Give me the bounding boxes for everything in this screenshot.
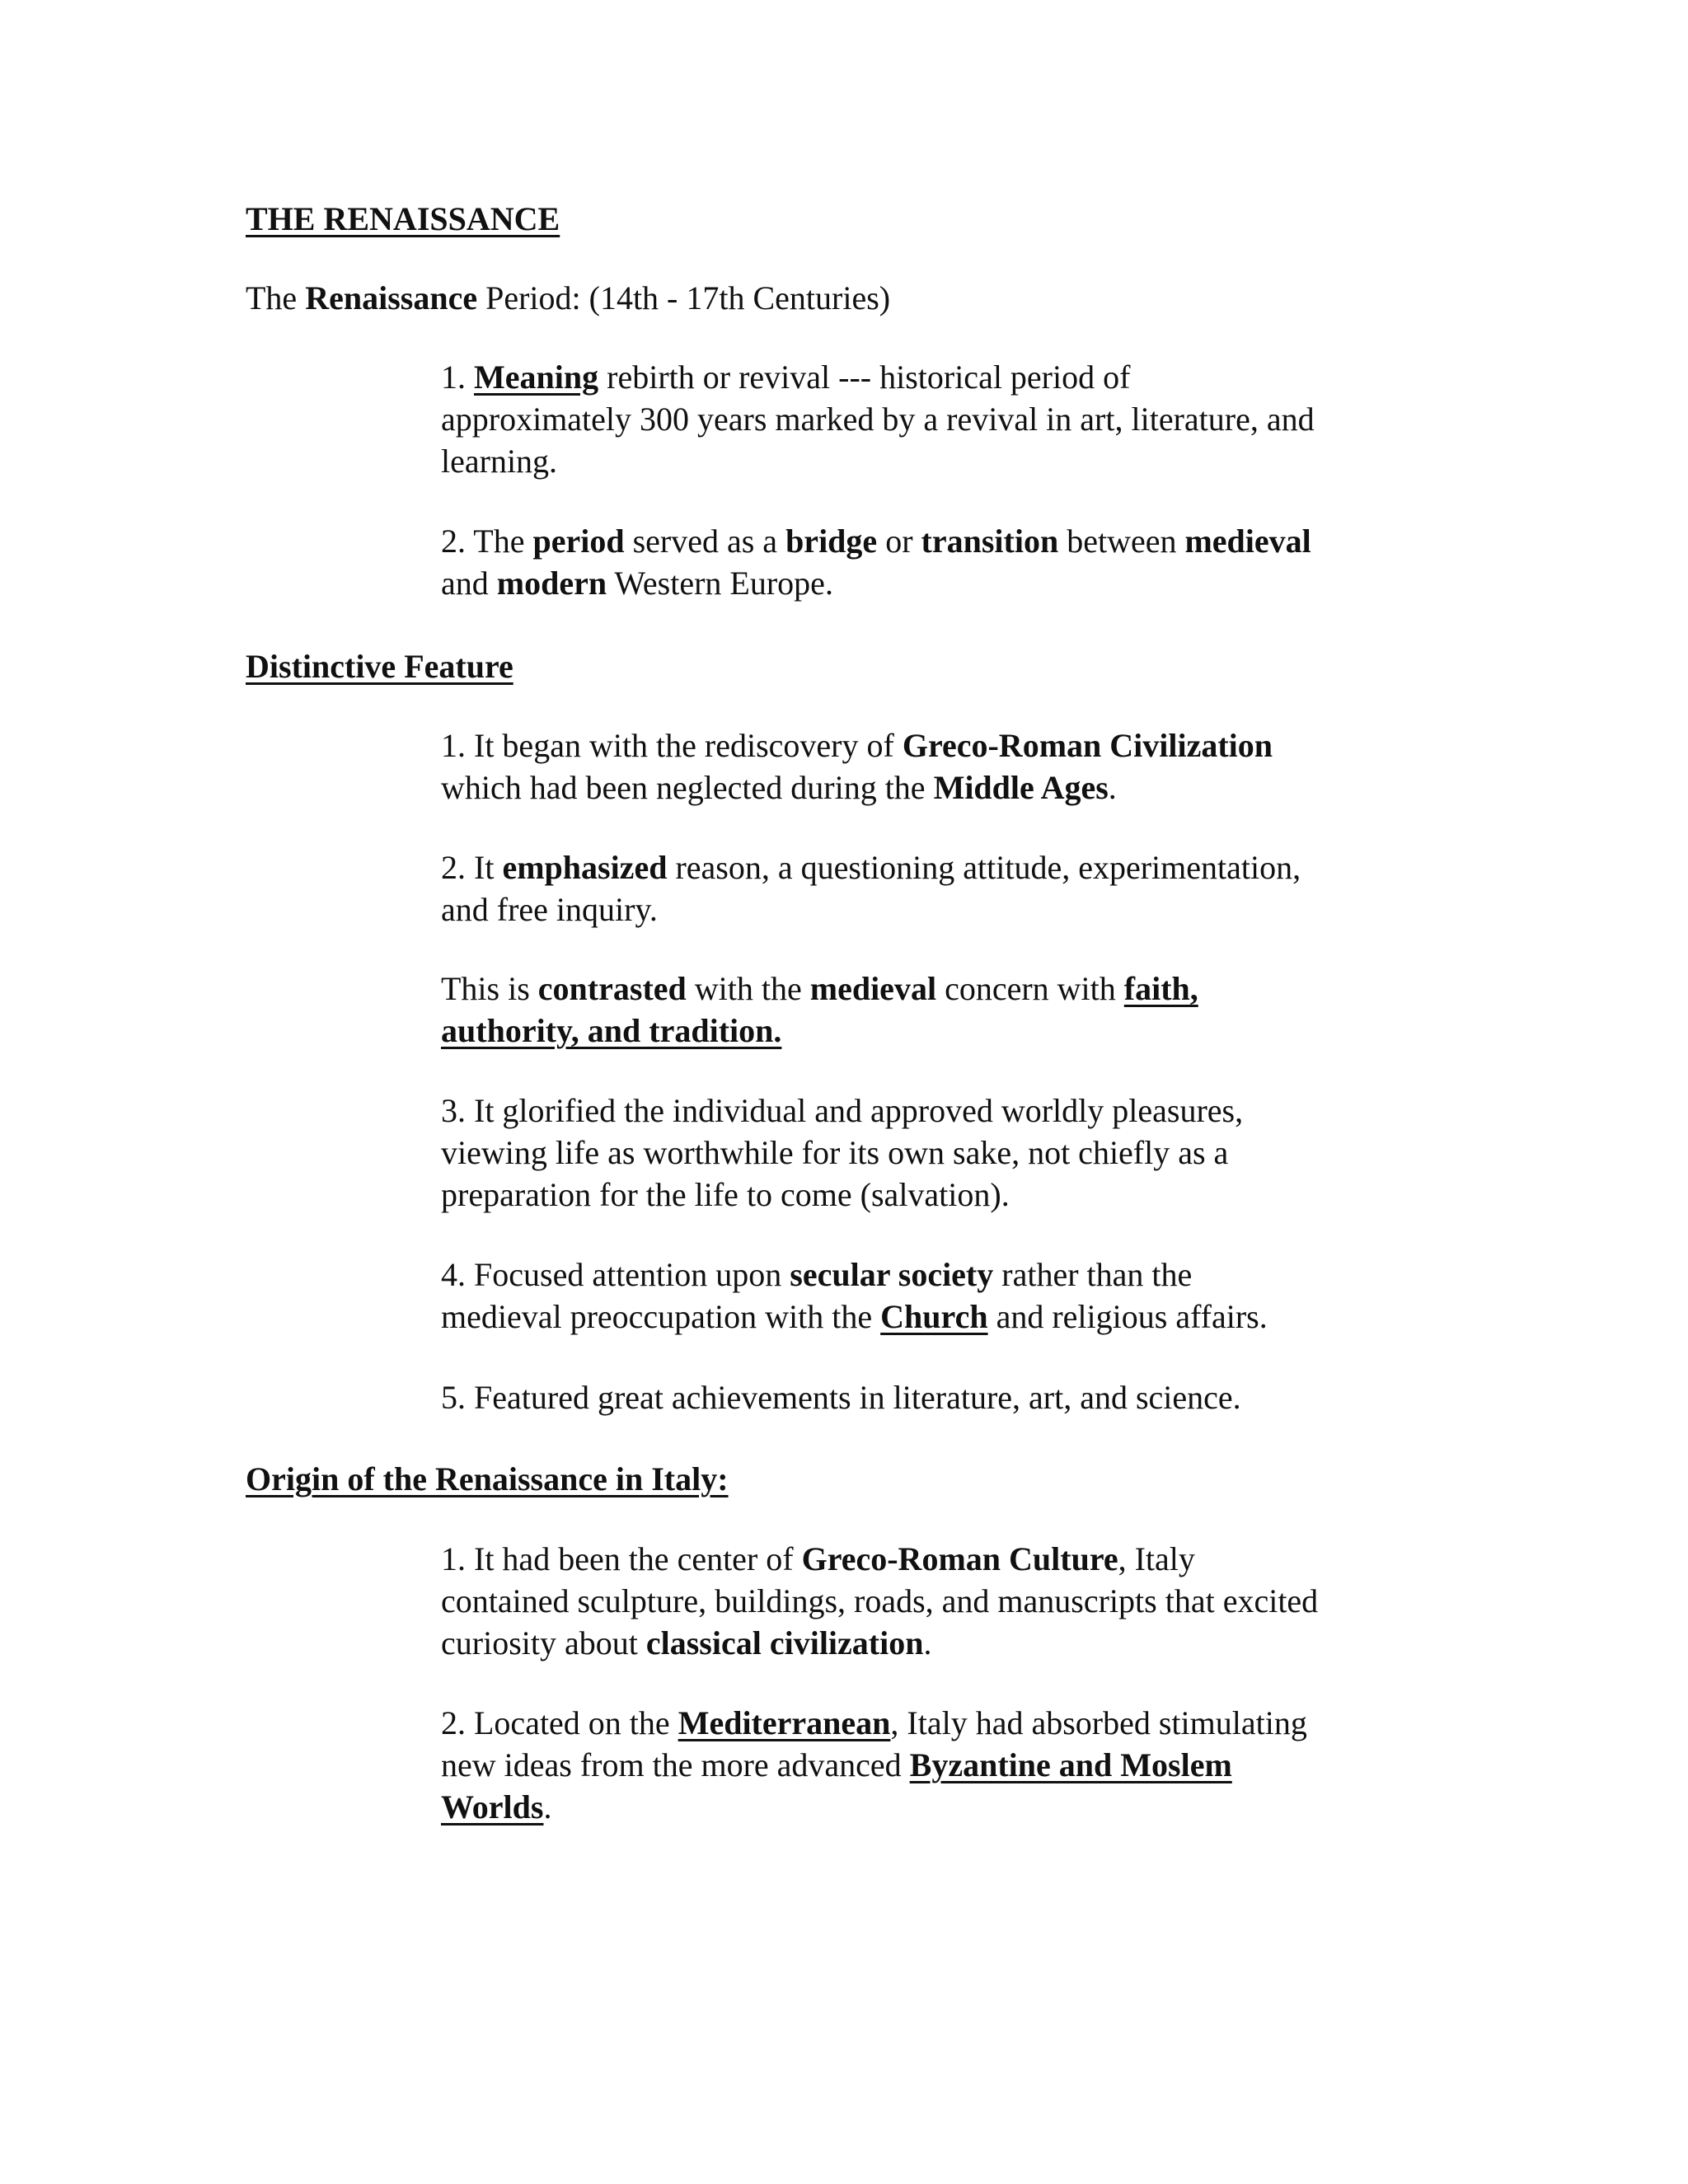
text-line: 3. It glorified the individual and approved worldly pleasures, [441,1092,1244,1129]
text-run: or [877,523,921,560]
term-greco-roman-culture: Greco-Roman Culture [801,1540,1118,1577]
text-run: , Italy had absorbed stimulating [890,1704,1307,1741]
distinctive-point-1 [441,724,1273,808]
term-meaning: Meaning [474,359,599,396]
term-bridge: bridge [785,523,878,560]
text-line [441,1622,1318,1664]
intro-renaissance: Renaissance [305,279,478,316]
text-line [441,724,1273,766]
intro-line [246,277,890,319]
text-run: rebirth or revival --- historical period of [598,359,1131,396]
term-secular-society: secular society [790,1256,994,1293]
text-run: This is [441,970,538,1007]
term-transition: transition [921,523,1059,560]
text-line [441,766,1273,808]
text-run: new ideas from the more advanced [441,1746,910,1783]
text-line [441,1702,1307,1744]
term-emphasized: emphasized [502,849,668,886]
text-run: . [923,1624,932,1661]
text-run: 1. [441,359,474,396]
text-line: viewing life as worthwhile for its own sake, not chiefly as a [441,1134,1229,1171]
text-line [441,1296,1268,1338]
text-run: , Italy [1118,1540,1195,1577]
text-run: served as a [624,523,786,560]
text-line [441,1254,1268,1296]
distinctive-point-4 [441,1254,1268,1338]
term-authority-tradition: authority, and tradition. [441,1012,782,1049]
text-run: curiosity about [441,1624,646,1661]
period-point-2 [441,520,1311,604]
term-modern: modern [496,565,607,602]
term-church: Church [880,1298,988,1335]
term-classical-civilization: classical civilization [645,1624,924,1661]
text-run: reason, a questioning attitude, experimentation, [667,849,1301,886]
term-period: period [532,523,625,560]
text-line: 5. Featured great achievements in literature, art, and science. [441,1379,1241,1416]
text-run: 4. Focused attention upon [441,1256,790,1293]
text-run: . [543,1788,552,1825]
section-heading-origin: Origin of the Renaissance in Italy: [246,1460,729,1497]
term-faith: faith, [1123,970,1198,1007]
text-run: between [1058,523,1185,560]
term-contrasted: contrasted [537,970,687,1007]
page-title: THE RENAISSANCE [246,200,560,237]
text-line [441,846,1301,888]
text-run: medieval preoccupation with the [441,1298,881,1335]
origin-point-1 [441,1538,1318,1664]
text-run: 2. The [441,523,533,560]
text-run: with the [686,970,810,1007]
text-run: . [1108,769,1117,806]
intro-period-text: Period: (14th - 17th Centuries) [477,279,891,316]
text-run: and religious affairs. [987,1298,1268,1335]
period-point-1 [441,356,1315,482]
text-run: rather than the [993,1256,1193,1293]
text-run: 1. It began with the rediscovery of [441,727,903,764]
term-worlds: Worlds [441,1788,544,1825]
distinctive-point-5 [441,1376,1241,1418]
term-mediterranean: Mediterranean [678,1704,891,1741]
distinctive-contrast [441,968,1198,1052]
text-line [441,562,1311,604]
text-run: and [441,565,497,602]
text-line: learning. [441,443,558,480]
text-line [441,1786,1307,1828]
term-medieval: medieval [1184,523,1311,560]
text-line [441,1010,1198,1052]
text-line: and free inquiry. [441,891,658,928]
section-heading-distinctive: Distinctive Feature [246,648,513,685]
text-line [441,968,1198,1010]
text-line [441,356,1315,398]
distinctive-point-3 [441,1090,1243,1216]
term-greco-roman-civilization: Greco-Roman Civilization [902,727,1273,764]
term-middle-ages: Middle Ages [933,769,1109,806]
text-run: 2. Located on the [441,1704,678,1741]
text-run: Western Europe. [607,565,833,602]
text-run: concern with [936,970,1124,1007]
text-run: 2. It [441,849,503,886]
text-line: preparation for the life to come (salvation). [441,1176,1010,1213]
text-line [441,520,1311,562]
text-run: which had been neglected during the [441,769,934,806]
intro-text: The [246,279,306,316]
text-line: approximately 300 years marked by a revival in art, literature, and [441,401,1315,438]
origin-point-2 [441,1702,1307,1828]
term-byzantine-moslem: Byzantine and Moslem [909,1746,1232,1783]
distinctive-point-2 [441,846,1301,930]
text-run: 1. It had been the center of [441,1540,802,1577]
text-line: contained sculpture, buildings, roads, and manuscripts that excited [441,1582,1319,1619]
text-line [441,1538,1318,1580]
text-line [441,1744,1307,1786]
term-medieval: medieval [809,970,937,1007]
